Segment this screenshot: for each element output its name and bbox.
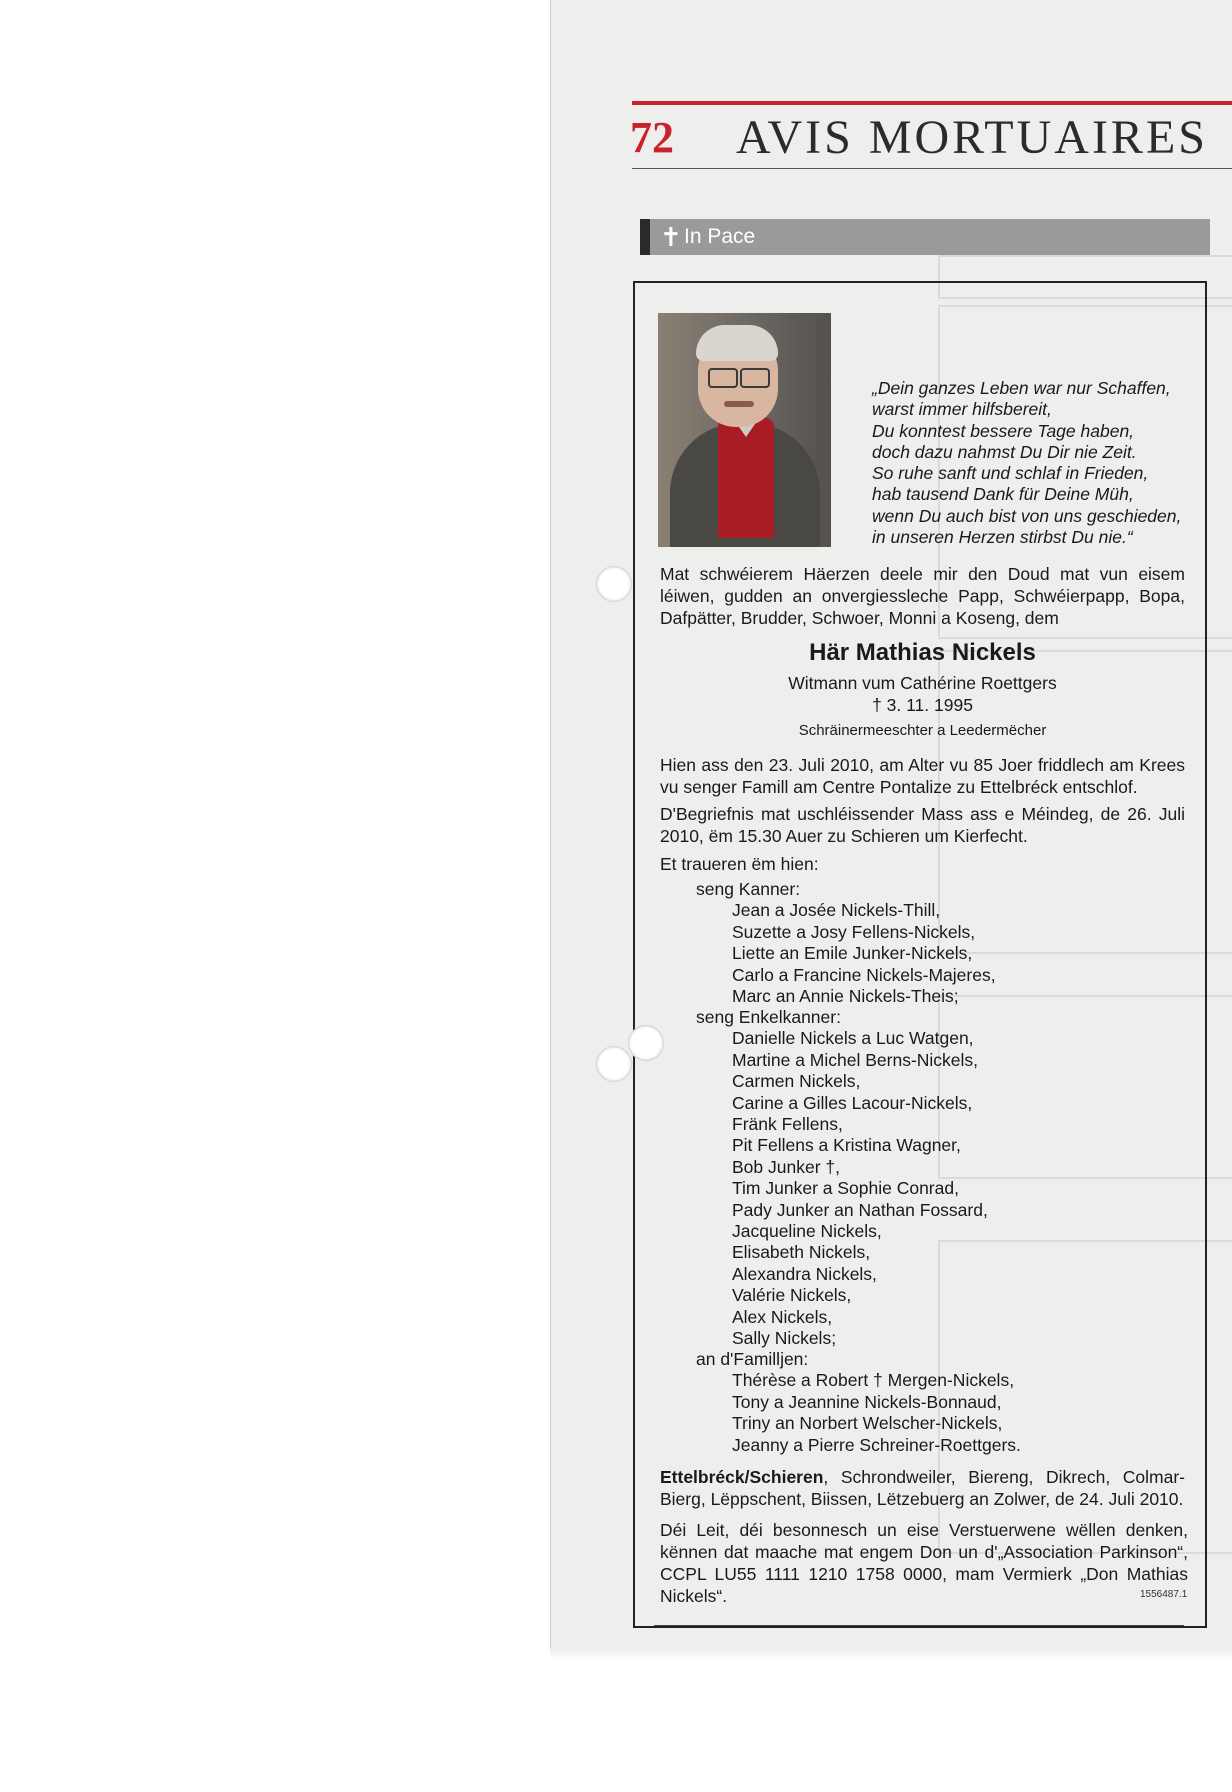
clipping-bottom-edge [550,1648,1232,1660]
poem [872,378,1202,548]
list-heading: seng Enkelkanner: [696,1007,841,1027]
list-item: Bob Junker †, [732,1156,840,1177]
glasses-left-shape [708,368,738,388]
header-underline [632,168,1232,169]
list-item: Fränk Fellens, [732,1114,843,1135]
list-item: Sally Nickels; [732,1328,837,1349]
list-item: Tim Junker a Sophie Conrad, [732,1178,959,1199]
places-paragraph [660,1466,1185,1510]
frame-inner-rule [654,1625,1184,1626]
list-item: Danielle Nickels a Luc Watgen, [732,1028,974,1049]
punch-hole [596,566,632,602]
portrait-photo [658,313,831,547]
list-item: Alex Nickels, [732,1306,833,1327]
list-item: Elisabeth Nickels, [732,1242,871,1263]
poem-line: in unseren Herzen stirbst Du nie.“ [872,527,1133,548]
list-item: Tony a Jeannine Nickels-Bonnaud, [732,1391,1002,1412]
donation-paragraph: Déi Leit, déi besonnesch un eise Verstuerwene wëllen denken, kënnen dat maache mat engem Don un d'„Association Parkinson“, CCPL LU55 1111 1210 1758 0000, mam Vermierk „Don Mathias Nickels“. [660,1520,1188,1606]
list-item: Martine a Michel Berns-Nickels, [732,1049,979,1070]
poem-line: „Dein ganzes Leben war nur Schaffen, [872,378,1171,398]
punch-hole [628,1025,664,1061]
list-item: Liette an Emile Junker-Nickels, [732,943,973,964]
list-item: Thérèse a Robert † Mergen-Nickels, [732,1370,1015,1391]
list-item: Carine a Gilles Lacour-Nickels, [732,1092,973,1113]
intro-paragraph: Mat schwéierem Häerzen deele mir den Doud mat vun eisem léiwen, gudden an onvergiessleche Papp, Schwéierpapp, Bopa, Dafpätter, Brudder, Schwoer, Monni a Koseng, dem [660,564,1185,628]
places-rest: , Schrondweiler, Biereng, Dikrech, Colmar-Bierg, Lëppschent, Biissen, Lëtzebuerg an Zolwer, de 24. Juli 2010. [660,1467,1185,1509]
list-item: Marc an Annie Nickels-Theis; [732,986,959,1007]
cross-icon: ✝ [660,222,682,252]
poem-line: doch dazu nahmst Du Dir nie Zeit. [872,441,1137,462]
grandchildren-list [696,1007,988,1350]
profession-line: Schräinermeeschter a Leedermëcher [798,722,1047,739]
death-notice: Hien ass den 23. Juli 2010, am Alter vu 85 Joer friddlech am Krees vu senger Famill am Centre Pontalize zu Ettelbréck entschlof. [660,755,1185,797]
funeral-notice: D'Begriefnis mat uschléissender Mass ass e Méindeg, de 26. Juli 2010, ëm 15.30 Auer zu Schieren um Kierfecht. [660,804,1185,846]
poem-line: hab tausend Dank für Deine Müh, [872,484,1134,505]
list-heading: seng Kanner: [696,879,801,899]
in-pace-banner [640,219,1210,255]
mouth-shape [724,401,754,407]
list-item: Jean a Josée Nickels-Thill, [732,900,941,921]
poem-line: Du konntest bessere Tage haben, [872,420,1135,441]
mourners-intro: Et traueren ëm hien: [660,854,819,874]
banner-label: In Pace [684,225,756,248]
list-item: Pit Fellens a Kristina Wagner, [732,1135,961,1156]
list-item: Alexandra Nickels, [732,1263,877,1284]
list-item: Valérie Nickels, [732,1285,852,1306]
list-item: Triny an Norbert Welscher-Nickels, [732,1413,1003,1434]
header-red-rule [632,101,1232,105]
reference-number: 1556487.1 [1140,1589,1188,1600]
banner-edge [640,219,650,255]
families-list [696,1349,1021,1456]
list-item: Jacqueline Nickels, [732,1221,882,1242]
list-item: Carlo a Francine Nickels-Majeres, [732,964,996,985]
deceased-name: Här Mathias Nickels [809,639,1036,666]
widower-line: Witmann vum Cathérine Roettgers [788,673,1057,693]
hair-shape [696,325,778,361]
poem-line: wenn Du auch bist von uns geschieden, [872,505,1182,526]
list-heading: an d'Familljen: [696,1349,809,1369]
list-item: Jeanny a Pierre Schreiner-Roettgers. [732,1434,1021,1455]
spouse-death-date: † 3. 11. 1995 [872,695,973,715]
poem-line: So ruhe sanft und schlaf in Frieden, [872,463,1149,484]
children-list [696,879,996,1007]
list-item: Pady Junker an Nathan Fossard, [732,1199,988,1220]
list-item: Suzette a Josy Fellens-Nickels, [732,921,976,942]
page-number: 72 [630,113,674,162]
list-item: Carmen Nickels, [732,1071,861,1092]
punch-hole [596,1046,632,1082]
places-lead: Ettelbréck/Schieren [660,1467,824,1487]
glasses-right-shape [740,368,770,388]
section-title: AVIS MORTUAIRES [736,111,1208,164]
poem-line: warst immer hilfsbereit, [872,399,1052,420]
